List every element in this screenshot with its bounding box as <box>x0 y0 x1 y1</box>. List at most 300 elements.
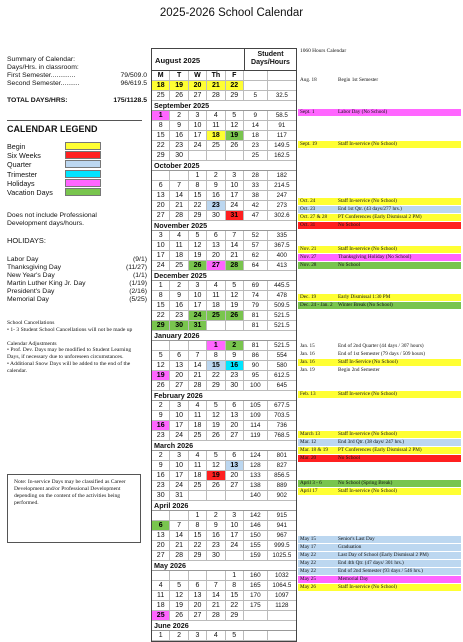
event-text: Begin 2nd Semester <box>338 366 380 373</box>
student-hours-cell: 32.5 <box>275 92 288 99</box>
event-text: Graduation <box>338 543 362 550</box>
event-date: Feb. 13 <box>300 391 316 397</box>
holiday-row <box>7 256 147 264</box>
day-cell: 5 <box>207 401 225 410</box>
holiday-name: Martin Luther King Jr. Day <box>7 280 86 287</box>
legend-label: Holidays <box>7 178 35 188</box>
day-cell: 30 <box>226 381 244 390</box>
student-days-cell: 38 <box>244 191 268 200</box>
day-cell: 26 <box>207 481 225 490</box>
student-hours-cell: 445.5 <box>274 282 290 289</box>
pd-note <box>7 212 147 228</box>
day-cell: 11 <box>207 291 225 300</box>
event-row <box>298 246 461 253</box>
event-date: Mar. 20 <box>300 455 317 462</box>
day-cell: 23 <box>170 311 188 320</box>
student-hours-cell: 117 <box>276 132 287 139</box>
event-text: Staff In-Service (No School) <box>338 358 398 365</box>
day-cell: 12 <box>207 411 225 420</box>
student-days-cell: 160 <box>244 571 268 580</box>
event-text: Memorial Day <box>338 576 369 583</box>
event-text: Staff In-service (No School) <box>338 584 397 591</box>
holiday-name: New Year's Day <box>7 272 55 279</box>
day-cell: 29 <box>207 381 225 390</box>
event-row <box>298 141 461 148</box>
legend-label: Trimester <box>7 169 38 179</box>
week-row <box>152 431 296 441</box>
day-cell: 18 <box>152 601 170 610</box>
student-hours-cell: 521.5 <box>274 322 290 329</box>
day-cell: 23 <box>207 541 225 550</box>
day-cell: 20 <box>152 201 170 210</box>
day-cell: 21 <box>170 201 188 210</box>
day-cell: 1 <box>207 341 225 350</box>
student-days-cell: 119 <box>244 431 268 440</box>
day-cell: 18 <box>152 81 170 90</box>
holiday-row <box>7 280 147 288</box>
event-row <box>298 560 461 567</box>
day-cell: 3 <box>189 111 207 120</box>
first-month-title: August 2025 <box>152 49 245 70</box>
day-cell: 4 <box>189 401 207 410</box>
weekday-label: M <box>152 71 170 80</box>
student-days-cell: 25 <box>244 151 268 160</box>
event-date: Jan. 16 <box>300 358 315 365</box>
day-cell: 19 <box>152 371 170 380</box>
day-cell <box>207 491 225 500</box>
day-cell: 9 <box>207 181 225 190</box>
day-cell: 29 <box>152 151 170 160</box>
day-cell: 8 <box>226 581 244 590</box>
summary-heading: Summary of Calendar: <box>7 56 75 63</box>
day-cell: 29 <box>189 211 207 220</box>
day-cell: 15 <box>189 191 207 200</box>
day-cell: 27 <box>226 481 244 490</box>
day-cell: 19 <box>170 81 188 90</box>
event-date: April 3 - 6 <box>300 479 322 486</box>
week-row <box>152 551 296 561</box>
day-cell: 18 <box>189 421 207 430</box>
student-hours-cell: 902 <box>276 492 287 499</box>
day-cell: 22 <box>152 141 170 150</box>
week-row <box>152 171 296 181</box>
student-days-cell: 140 <box>244 491 268 500</box>
student-days-cell <box>244 611 268 620</box>
day-cell <box>207 571 225 580</box>
week-row <box>152 191 296 201</box>
day-cell: 9 <box>207 521 225 530</box>
week-row <box>152 451 296 461</box>
student-hours-cell: 1064.5 <box>272 582 292 589</box>
day-cell: 11 <box>152 591 170 600</box>
event-date: Sept. 19 <box>300 141 318 148</box>
day-cell: 23 <box>170 141 188 150</box>
day-cell: 31 <box>226 211 244 220</box>
day-cell: 6 <box>226 401 244 410</box>
event-row <box>298 77 461 84</box>
week-row <box>152 311 296 321</box>
day-cell: 26 <box>207 431 225 440</box>
student-days-cell: 79 <box>244 301 268 310</box>
day-cell: 5 <box>226 281 244 290</box>
day-cell: 23 <box>207 201 225 210</box>
day-cell: 19 <box>207 471 225 480</box>
day-cell: 17 <box>152 251 170 260</box>
day-cell: 21 <box>226 251 244 260</box>
student-hours-cell: 149.5 <box>274 142 290 149</box>
holiday-date: (11/27) <box>125 264 147 271</box>
legend-title: CALENDAR LEGEND <box>7 124 98 134</box>
weekday-spacer <box>268 71 296 80</box>
second-semester-value: 96/619.5 <box>120 80 147 87</box>
day-cell: 13 <box>226 461 244 470</box>
student-hours-cell <box>268 631 296 640</box>
week-row <box>152 81 296 91</box>
first-semester-row <box>7 72 147 80</box>
student-hours-cell: 1025.5 <box>272 552 292 559</box>
day-cell: 11 <box>189 461 207 470</box>
weekday-label: T <box>170 71 188 80</box>
day-cell: 21 <box>170 541 188 550</box>
student-hours-cell: 302.6 <box>274 212 290 219</box>
pd-note-line1: Does not include Professional <box>7 212 97 219</box>
day-cell: 1 <box>189 511 207 520</box>
student-hours-cell <box>268 611 296 620</box>
event-row <box>298 536 461 543</box>
week-row <box>152 601 296 611</box>
day-cell: 30 <box>207 551 225 560</box>
event-date: Sept. 1 <box>300 109 315 116</box>
student-days-hours-header: Student Days/Hours <box>251 51 290 66</box>
student-days-cell: 23 <box>244 141 268 150</box>
student-days-cell: 165 <box>244 581 268 590</box>
week-row <box>152 211 296 221</box>
student-hours-cell: 413 <box>276 262 287 269</box>
week-row <box>152 201 296 211</box>
event-date: Dec. 19 <box>300 294 317 301</box>
weekday-label: Th <box>207 71 225 80</box>
cancel-title: School Cancellations <box>7 320 55 326</box>
student-hours-cell: 768.5 <box>274 432 290 439</box>
event-row <box>298 584 461 591</box>
holiday-date: (1/19) <box>129 280 147 287</box>
student-days-cell: 133 <box>244 471 268 480</box>
day-cell: 20 <box>226 471 244 480</box>
day-cell: 29 <box>226 611 244 620</box>
day-cell <box>152 571 170 580</box>
student-days-cell: 81 <box>244 321 268 330</box>
student-hours-cell: 367.5 <box>274 242 290 249</box>
day-cell: 16 <box>170 131 188 140</box>
week-row <box>152 351 296 361</box>
student-hours-cell: 801 <box>276 452 287 459</box>
student-hours-cell: 162.5 <box>274 152 290 159</box>
calendar-header <box>152 49 296 71</box>
day-cell: 27 <box>189 611 207 620</box>
day-cell: 7 <box>189 351 207 360</box>
day-cell: 24 <box>152 261 170 270</box>
event-text: Senior's Last Day <box>338 535 375 542</box>
day-cell: 24 <box>189 141 207 150</box>
day-cell: 11 <box>189 411 207 420</box>
student-hours-cell: 214.5 <box>274 182 290 189</box>
day-cell: 9 <box>170 121 188 130</box>
event-text: Begin 1st Semester <box>338 77 379 84</box>
day-cell: 25 <box>189 481 207 490</box>
adjust-body-1: • Prof. Dev. Days may be modified to Student Learning Days, if necessary due to unforeseen circumstances. <box>7 347 132 361</box>
day-cell: 14 <box>207 591 225 600</box>
week-row <box>152 301 296 311</box>
student-hours-cell: 58.5 <box>275 112 288 119</box>
legend-item <box>7 160 107 169</box>
week-row <box>152 401 296 411</box>
student-days-cell: 146 <box>244 521 268 530</box>
day-cell: 22 <box>226 601 244 610</box>
event-row <box>298 447 461 454</box>
day-cell: 8 <box>207 351 225 360</box>
week-row <box>152 371 296 381</box>
student-days-cell: 175 <box>244 601 268 610</box>
day-cell: 26 <box>226 311 244 320</box>
day-cell: 4 <box>189 451 207 460</box>
day-cell <box>189 571 207 580</box>
day-cell: 13 <box>207 241 225 250</box>
day-cell: 2 <box>170 111 188 120</box>
cancel-body: • 1- 3 Student School Cancellations will not be made up <box>7 326 133 333</box>
student-days-cell: 138 <box>244 481 268 490</box>
adjust-title: Calendar Adjustments <box>7 340 57 347</box>
day-cell: 10 <box>170 411 188 420</box>
day-cell: 7 <box>226 231 244 240</box>
day-cell: 18 <box>207 301 225 310</box>
month-header: December 2025 <box>152 271 296 281</box>
day-cell: 26 <box>152 381 170 390</box>
event-date: May 25 <box>300 576 316 583</box>
legend-divider <box>7 120 142 121</box>
day-cell: 4 <box>207 111 225 120</box>
student-days-cell: 62 <box>244 251 268 260</box>
student-days-cell: 105 <box>244 401 268 410</box>
day-cell: 26 <box>189 261 207 270</box>
day-cell: 30 <box>152 491 170 500</box>
student-days-cell: 74 <box>244 291 268 300</box>
day-cell <box>189 151 207 160</box>
student-hours-cell: 182 <box>276 172 287 179</box>
day-cell: 6 <box>152 521 170 530</box>
day-cell: 16 <box>152 421 170 430</box>
event-row <box>298 576 461 583</box>
event-text: Last Day of School (Early Dismissal 2 PM) <box>338 552 429 558</box>
holiday-date: (9/1) <box>133 256 147 263</box>
student-hours-cell: 273 <box>276 202 287 209</box>
day-cell: 24 <box>170 481 188 490</box>
event-text: No School <box>338 262 361 269</box>
student-days-cell: 95 <box>244 371 268 380</box>
day-cell <box>226 151 244 160</box>
student-hours-cell: 999.5 <box>274 542 290 549</box>
event-row <box>298 552 461 559</box>
first-semester-value: 79/509.0 <box>120 72 147 79</box>
legend-swatch <box>65 170 101 178</box>
event-text: Staff In-service (No School) <box>338 246 397 253</box>
student-days-cell: 128 <box>244 461 268 470</box>
week-row <box>152 381 296 391</box>
event-row <box>298 343 461 350</box>
month-header: March 2026 <box>152 441 296 451</box>
day-cell: 20 <box>152 541 170 550</box>
week-row <box>152 461 296 471</box>
day-cell: 6 <box>170 351 188 360</box>
event-text: Staff In-service (No School) <box>338 197 397 204</box>
day-cell: 10 <box>226 181 244 190</box>
event-text: Staff In-service (No School) <box>338 391 397 397</box>
day-cell: 25 <box>207 141 225 150</box>
student-hours-cell: 677.5 <box>274 402 290 409</box>
event-date: May 15 <box>300 535 316 542</box>
event-text: No School (Spring Break) <box>338 479 393 486</box>
holiday-row <box>7 288 147 296</box>
day-cell: 9 <box>226 351 244 360</box>
event-date: Jan. 16 <box>300 350 315 357</box>
day-cell: 13 <box>152 191 170 200</box>
legend-label: Begin <box>7 142 26 151</box>
event-date: Jan. 15 <box>300 342 315 349</box>
event-date: May 17 <box>300 543 316 550</box>
day-cell: 9 <box>152 461 170 470</box>
day-cell <box>152 341 170 350</box>
day-cell: 9 <box>152 411 170 420</box>
event-date: Oct. 23 <box>300 205 316 212</box>
student-hours-cell: 645 <box>276 382 287 389</box>
event-text: PT Conferences (Early Dismissal 2 PM) <box>338 447 422 454</box>
legend-item <box>7 142 107 151</box>
day-cell: 15 <box>226 591 244 600</box>
student-days-cell: 114 <box>244 421 268 430</box>
day-cell: 17 <box>170 471 188 480</box>
event-date: Aug. 18 <box>300 77 317 84</box>
event-date: Oct. 24 <box>300 197 316 204</box>
event-date: Nov. 21 <box>300 246 317 253</box>
day-cell: 11 <box>207 121 225 130</box>
day-cell: 15 <box>189 531 207 540</box>
weekday-spacer <box>244 71 268 80</box>
event-row <box>298 480 461 487</box>
day-cell: 1 <box>189 171 207 180</box>
day-cell: 12 <box>152 361 170 370</box>
student-days-cell: 9 <box>244 111 268 120</box>
day-cell: 11 <box>170 241 188 250</box>
day-cell: 2 <box>152 401 170 410</box>
event-row <box>298 391 461 398</box>
student-hours-cell: 478 <box>276 292 287 299</box>
day-cell: 15 <box>152 301 170 310</box>
day-cell: 10 <box>152 241 170 250</box>
day-cell: 7 <box>207 581 225 590</box>
week-row <box>152 251 296 261</box>
student-days-cell: 52 <box>244 231 268 240</box>
week-row <box>152 631 296 641</box>
day-cell: 21 <box>207 81 225 90</box>
day-cell: 3 <box>170 451 188 460</box>
day-cell: 3 <box>189 281 207 290</box>
event-row <box>298 351 461 358</box>
event-row <box>298 431 461 438</box>
event-row <box>298 568 461 575</box>
event-text: End 1st Qtr. (43 days/277 hrs.) <box>338 205 402 212</box>
day-cell <box>170 571 188 580</box>
month-header: October 2025 <box>152 161 296 171</box>
student-hours-cell: 1097 <box>274 592 289 599</box>
day-cell: 25 <box>152 611 170 620</box>
day-cell <box>189 491 207 500</box>
student-days-cell: 81 <box>244 311 268 320</box>
day-cell: 5 <box>207 451 225 460</box>
student-days-cell: 155 <box>244 541 268 550</box>
day-cell: 25 <box>152 91 170 100</box>
day-cell: 17 <box>189 131 207 140</box>
day-cell: 3 <box>226 511 244 520</box>
day-cell: 8 <box>152 291 170 300</box>
day-cell: 1 <box>152 111 170 120</box>
day-cell: 2 <box>170 281 188 290</box>
week-row <box>152 261 296 271</box>
day-cell: 21 <box>207 601 225 610</box>
day-cell <box>152 171 170 180</box>
day-cell: 15 <box>207 361 225 370</box>
week-row <box>152 611 296 621</box>
day-cell: 2 <box>207 171 225 180</box>
student-days-cell <box>244 631 268 640</box>
legend-item <box>7 151 107 160</box>
month-header: May 2026 <box>152 561 296 571</box>
week-row <box>152 231 296 241</box>
day-cell: 2 <box>226 341 244 350</box>
week-row <box>152 181 296 191</box>
event-text: PT Conferences (Early Dismissal 2 PM) <box>338 213 422 220</box>
month-header: January 2026 <box>152 331 296 341</box>
student-hours-cell: 521.5 <box>274 312 290 319</box>
legend-swatch <box>65 142 101 150</box>
day-cell: 24 <box>170 431 188 440</box>
day-cell: 8 <box>189 521 207 530</box>
event-date: March 13 <box>300 431 321 438</box>
day-cell <box>189 341 207 350</box>
calendar-grid <box>151 48 297 642</box>
day-cell: 20 <box>189 601 207 610</box>
student-days-cell: 42 <box>244 201 268 210</box>
day-cell: 7 <box>170 521 188 530</box>
second-semester-label: Second Semester.......... <box>7 80 80 87</box>
event-date: April 17 <box>300 487 318 494</box>
event-row <box>298 439 461 446</box>
event-row <box>298 222 461 229</box>
day-cell: 5 <box>170 581 188 590</box>
event-row <box>298 198 461 205</box>
month-header: June 2026 <box>152 621 296 631</box>
event-row <box>298 262 461 269</box>
day-cell: 4 <box>207 631 225 640</box>
day-cell: 30 <box>170 151 188 160</box>
day-cell: 16 <box>170 301 188 310</box>
event-date: Mar. 18 & 19 <box>300 447 328 454</box>
day-cell: 10 <box>189 121 207 130</box>
event-row <box>298 488 461 495</box>
day-cell: 7 <box>170 181 188 190</box>
day-cell <box>170 341 188 350</box>
student-days-cell: 33 <box>244 181 268 190</box>
day-cell: 29 <box>226 91 244 100</box>
event-row <box>298 294 461 301</box>
